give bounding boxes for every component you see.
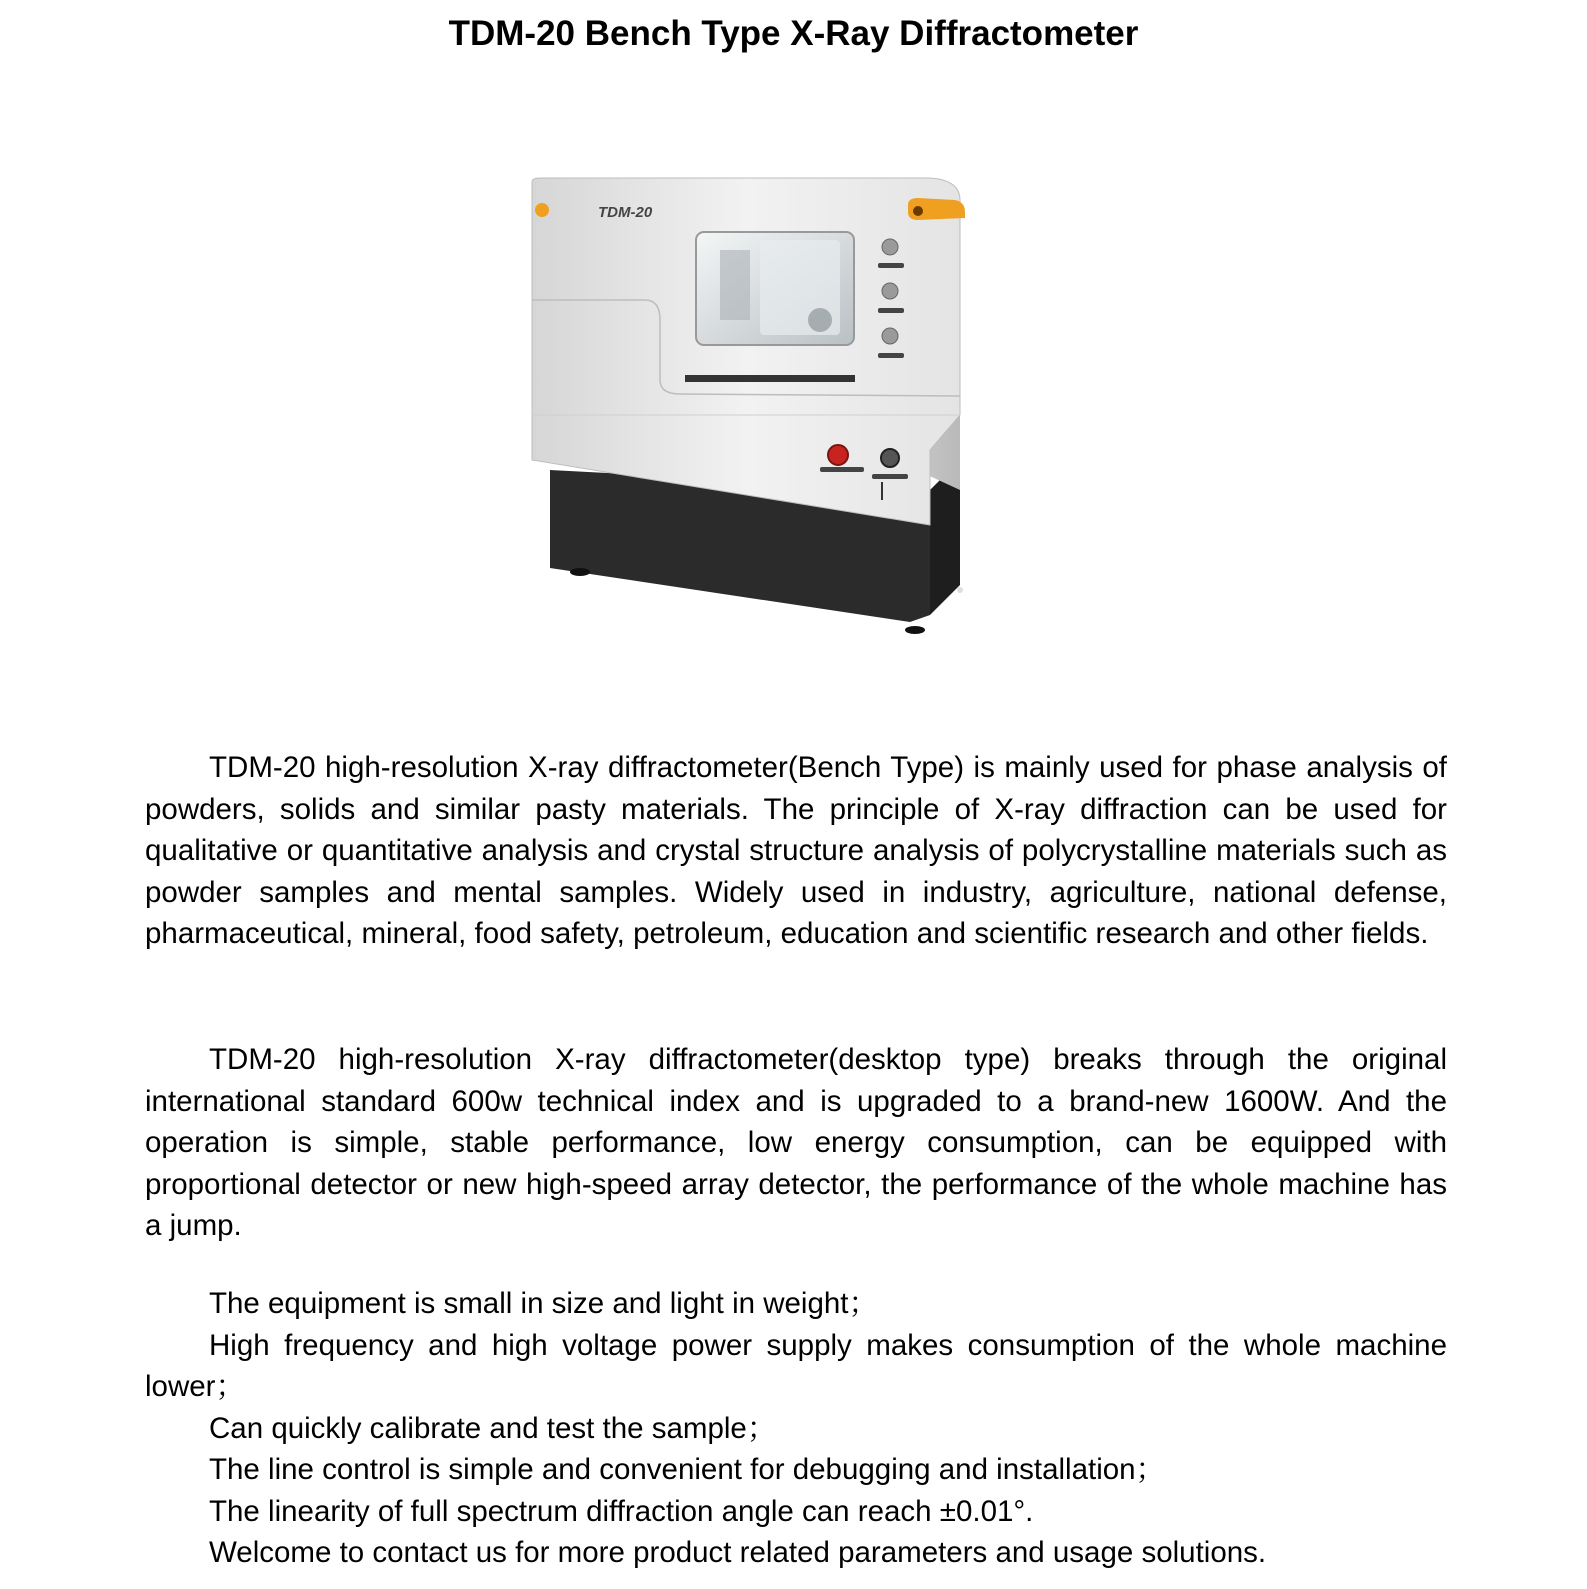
description-paragraph-1: TDM-20 high-resolution X-ray diffractometer(Bench Type) is mainly used for phase analysis of powders, solids and similar pasty materials. The principle of X-ray diffraction can be used for qualitative or quantitative analysis and crystal structure analysis of polycrystalline materials such as powder samples and mental samples. Widely used in industry, agriculture, national defense, pharmaceutical, mineral, food safety, petroleum, education and scientific research and other fields. xyxy=(145,751,1447,950)
feature-list xyxy=(145,1283,1447,1574)
description-paragraph-2: TDM-20 high-resolution X-ray diffractometer(desktop type) breaks through the original international standard 600w technical index and is upgraded to a brand-new 1600W. And the operation is simple, stable performance, low energy consumption, can be equipped with proportional detector or new high-speed array detector, the performance of the whole machine has a jump. xyxy=(145,1043,1447,1242)
feature-item: Can quickly calibrate and test the sample； xyxy=(209,1411,777,1445)
feature-item: The line control is simple and convenient for debugging and installation； xyxy=(209,1453,1166,1486)
xray-diffractometer-icon xyxy=(520,160,990,665)
page-title: TDM-20 Bench Type X-Ray Diffractometer xyxy=(448,14,1139,53)
model-label: TDM-20 xyxy=(598,204,653,221)
product-image xyxy=(520,160,990,665)
feature-item: The equipment is small in size and light in weight； xyxy=(209,1287,878,1320)
feature-item: The linearity of full spectrum diffraction angle can reach ±0.01°. xyxy=(209,1494,1034,1528)
feature-item: High frequency and high voltage power supply makes consumption of the whole machine lower； xyxy=(145,1328,1447,1403)
feature-item: Welcome to contact us for more product related parameters and usage solutions. xyxy=(209,1536,1267,1569)
